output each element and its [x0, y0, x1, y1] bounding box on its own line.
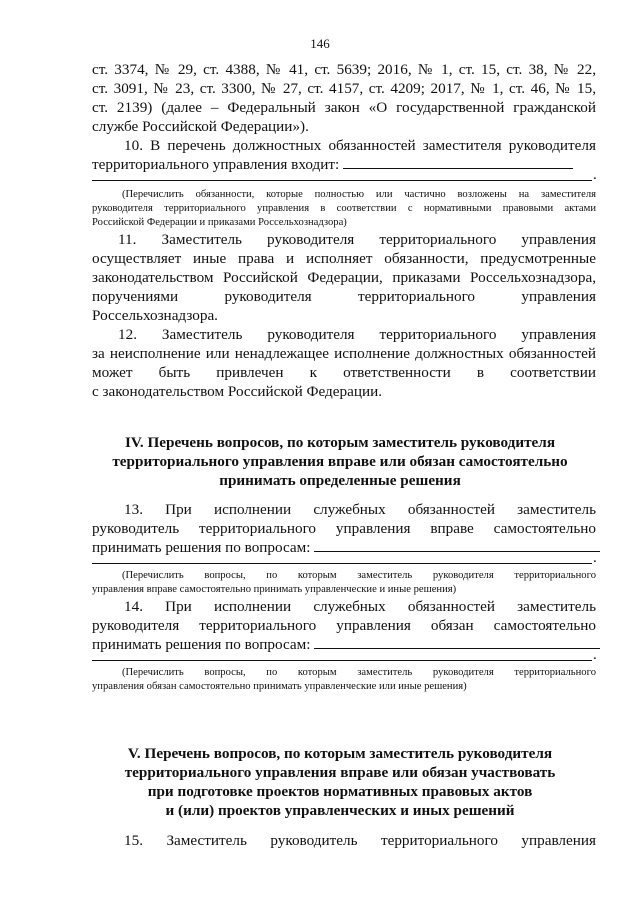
section-heading-iv: принимать определенные решения: [219, 472, 461, 489]
paragraph-13-text: принимать решения по вопросам:: [92, 539, 311, 556]
paragraph-13-line: [92, 538, 596, 557]
section-heading-iv: IV. Перечень вопросов, по которым заместитель руководителя: [124, 434, 556, 451]
paragraph-11-line: осуществляет иные права и исполняет обязанности, предусмотренные: [92, 250, 596, 267]
note-line: (Перечислить обязанности, которые полностью или частично возложены на заместителя: [122, 189, 596, 200]
paragraph-10-line: [92, 155, 596, 174]
paragraph-15-line: 15. Заместитель руководитель территориального управления: [124, 832, 596, 849]
paragraph-14-line: 14. При исполнении служебных обязанностей заместитель: [124, 598, 596, 615]
paragraph-11-line: 11. Заместитель руководителя территориального управления: [118, 231, 596, 248]
paragraph-11-line: законодательством Российской Федерации, приказами Россельхознадзора,: [92, 269, 596, 286]
text-line: службе Российской Федерации»).: [92, 118, 309, 135]
fill-line: [314, 635, 600, 649]
paragraph-12-line: с законодательством Российской Федерации.: [92, 383, 383, 400]
page-number: 146: [310, 36, 330, 51]
text-line: ст. 2139) (далее – Федеральный закон «О государственной гражданской: [92, 99, 596, 116]
fill-line: [92, 180, 592, 181]
section-heading-v: при подготовке проектов нормативных правовых актов: [147, 783, 533, 800]
line-end-dot: .: [593, 167, 597, 183]
paragraph-11-line: поручениями руководителя территориального управления: [92, 288, 596, 305]
fill-line: [92, 660, 592, 661]
note-line: управления вправе самостоятельно принимать управленческие и иные решения): [92, 584, 457, 595]
text-line: ст. 3374, № 29, ст. 4388, № 41, ст. 5639; 2016, № 1, ст. 15, ст. 38, № 22,: [92, 61, 596, 78]
paragraph-10-text: территориального управления входит:: [92, 156, 340, 173]
paragraph-14-line: руководителя территориального управления обязан самостоятельно: [92, 617, 596, 634]
line-end-dot: .: [593, 550, 597, 566]
paragraph-13-line: руководитель территориального управления вправе самостоятельно: [92, 520, 596, 537]
section-heading-v: территориального управления вправе или обязан участвовать: [124, 764, 556, 781]
paragraph-14-line: [92, 635, 596, 654]
text-line: ст. 3091, № 23, ст. 3300, № 27, ст. 4157, ст. 4209; 2017, № 1, ст. 46, № 15,: [92, 80, 596, 97]
paragraph-11-line: Россельхознадзора.: [92, 307, 218, 324]
paragraph-12-line: 12. Заместитель руководителя территориального управления: [118, 326, 596, 343]
note-line: руководителя территориального управления в соответствии с нормативными правовыми актами: [92, 203, 596, 214]
section-heading-iv: территориального управления вправе или обязан самостоятельно: [112, 453, 568, 470]
paragraph-12-line: может быть привлечен к ответственности в соответствии: [92, 364, 596, 381]
fill-line: [92, 563, 592, 564]
section-heading-v: V. Перечень вопросов, по которым заместитель руководителя: [127, 745, 553, 762]
section-heading-v: и (или) проектов управленческих и иных решений: [165, 802, 515, 819]
paragraph-13-line: 13. При исполнении служебных обязанностей заместитель: [124, 501, 596, 518]
fill-line: [314, 538, 600, 552]
paragraph-10-line: 10. В перечень должностных обязанностей заместителя руководителя: [124, 137, 596, 154]
paragraph-14-text: принимать решения по вопросам:: [92, 636, 311, 653]
paragraph-12-line: за неисполнение или ненадлежащее исполнение должностных обязанностей: [92, 345, 596, 362]
fill-line: [343, 155, 573, 169]
note-line: управления обязан самостоятельно принимать управленческие или иные решения): [92, 681, 467, 692]
note-line: Российской Федерации и приказами Россельхознадзора): [92, 217, 347, 228]
line-end-dot: .: [593, 647, 597, 663]
note-line: (Перечислить вопросы, по которым заместитель руководителя территориального: [122, 667, 596, 678]
note-line: (Перечислить вопросы, по которым заместитель руководителя территориального: [122, 570, 596, 581]
